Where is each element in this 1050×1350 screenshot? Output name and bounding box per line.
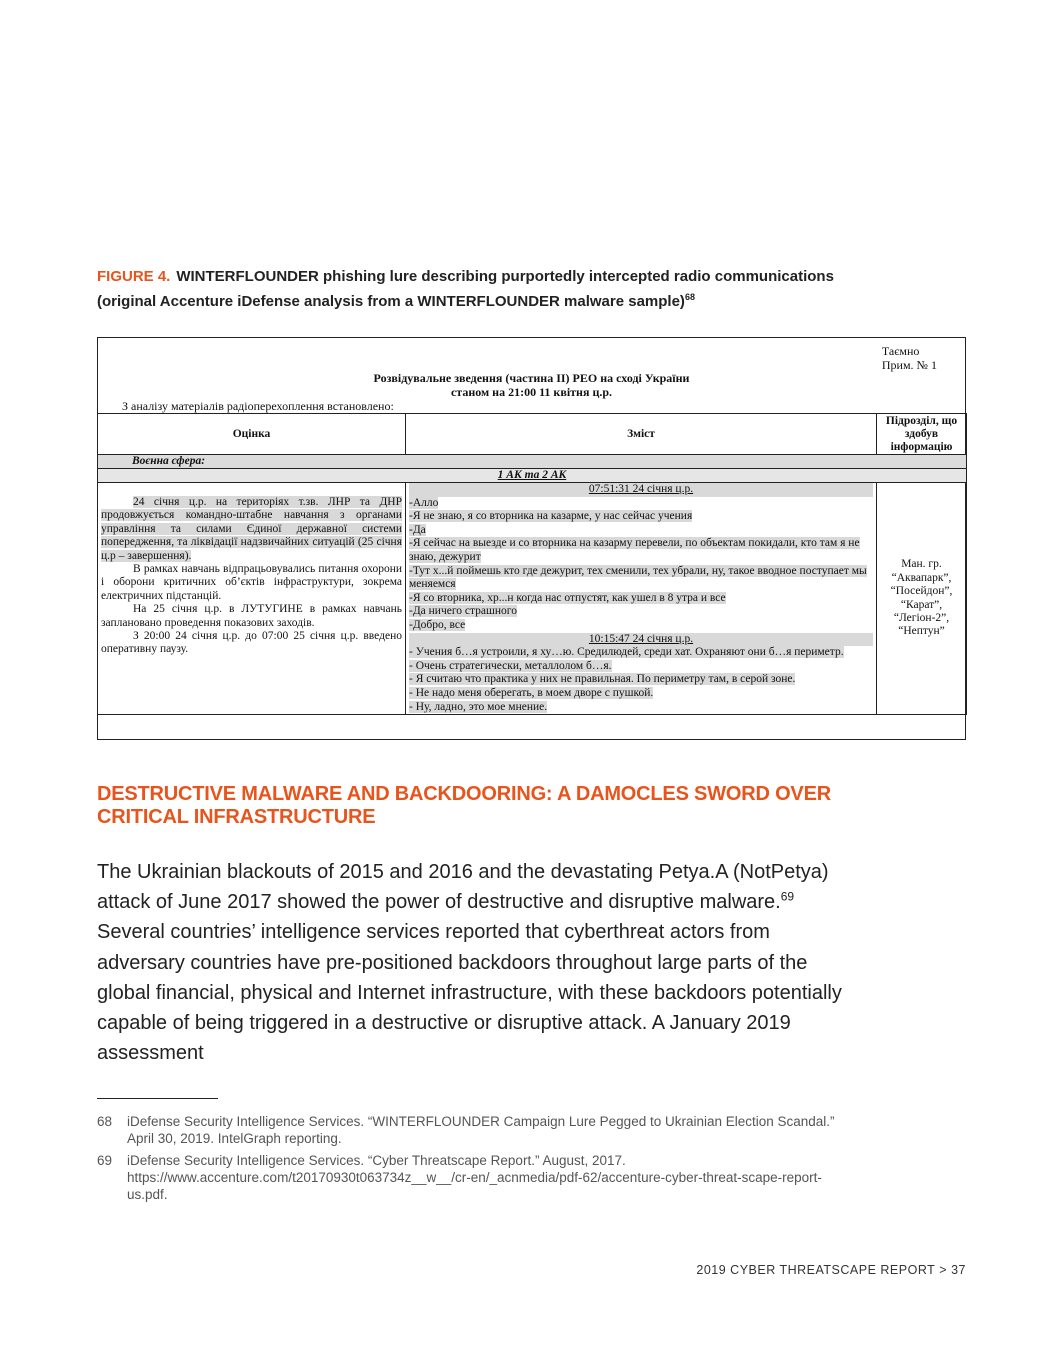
dialog-line: -Я не знаю, я со вторника на казарме, у нас сейчас учения: [409, 510, 693, 523]
classification-secret: Таємно: [881, 344, 920, 358]
assessment-paragraph: В рамках навчань відпрацьовувались питання охорони і оборони критичних об’єктів інфраструктури, зокрема електричних підстанцій.: [101, 563, 402, 602]
report-title: 2019 CYBER THREATSCAPE REPORT: [696, 1263, 936, 1277]
table-header-row: [98, 414, 967, 455]
lure-document-header: [98, 338, 965, 413]
footnote-divider: [97, 1098, 218, 1099]
col-content-header: Зміст: [406, 414, 877, 455]
table-body-row: [98, 483, 967, 715]
unit-cell: Ман. гр. “Аквапарк”, “Посейдон”, “Карат”, “Легіон-2”, “Нептун”: [877, 483, 967, 715]
footnotes: [97, 1113, 857, 1208]
footnote-number: 68: [97, 1114, 113, 1129]
intercept-timestamp: 07:51:31 24 січня ц.р.: [409, 483, 873, 497]
dialog-line: -Я со вторника, хр...н когда нас отпустят, как ушел в 8 утра и все: [409, 591, 726, 604]
content-cell: [406, 483, 877, 715]
assessment-paragraph: З 20:00 24 січня ц.р. до 07:00 25 січня ц.р. введено оперативну паузу.: [101, 630, 402, 656]
footnote-69: [97, 1152, 857, 1203]
dialog-line: - Ну, ладно, это мое мнение.: [409, 700, 548, 713]
figure-caption: [97, 267, 837, 312]
dialog-line: -Тут х...й поймешь кто где дежурит, тех сменили, тех убрали, ну, такое вводное поступает мы меняемся: [409, 564, 867, 591]
lure-title-line-2: станом на 21:00 11 квітня ц.р.: [450, 385, 613, 399]
dialog-line: -Да: [409, 523, 426, 536]
dialog-line: -Да ничего страшного: [409, 605, 517, 618]
classification-copy: Прим. № 1: [881, 358, 937, 372]
body-text-part-2: Several countries’ intelligence services reported that cyberthreat actors from adversary countries have pre-positioned backdoors throughout large parts of the global financial, physical and Internet infrastructure, with these backdoors potentially capable of being triggered in a destructive or disruptive attack. A January 2019 assessment: [97, 921, 842, 1065]
body-text-part-1: The Ukrainian blackouts of 2015 and 2016 and the devastating Petya.A (NotPetya) attack of June 2017 showed the power of destructive and disruptive malware.: [97, 861, 829, 914]
dialog-line: - Я считаю что практика у них не правильная. По периметру там, в серой зоне.: [409, 673, 796, 686]
footer-separator: >: [939, 1263, 948, 1277]
dialog-line: - Учения б…я устроили, я ху…ю. Средилюдей, среди хат. Охраняют они б…я периметр.: [409, 646, 844, 659]
dialog-line: - Очень стратегически, металлолом б…я.: [409, 659, 612, 672]
page-number: 37: [951, 1263, 966, 1277]
section-heading: DESTRUCTIVE MALWARE AND BACKDOORING: A DAMOCLES SWORD OVER CRITICAL INFRASTRUCTURE: [97, 783, 831, 828]
lure-document-image: [97, 337, 966, 740]
military-sphere-row: [98, 455, 967, 469]
assessment-paragraph: На 25 січня ц.р. в ЛУТУГИНЕ в рамках навчань заплановано проведення показових заходів.: [101, 603, 402, 629]
footnote-number: 69: [97, 1153, 113, 1168]
assessment-paragraph: 24 січня ц.р. на територіях т.зв. ЛНР та ДНР продовжується командно-штабне навчання з органами управління та силами Єдиної державної системи попередження, та ліквідації надзвичайних ситуацій (25 січня ц.р – завершення).: [101, 496, 402, 562]
col-assessment-header: Оцінка: [98, 414, 406, 455]
lure-intro: З аналізу матеріалів радіоперехоплення встановлено:: [122, 399, 394, 413]
assessment-cell: [98, 483, 406, 715]
lure-document-title: [98, 371, 965, 399]
page-footer: [692, 1263, 966, 1277]
figure-label: FIGURE 4.: [97, 268, 171, 285]
dialog-line: -Добро, все: [409, 618, 466, 631]
dialog-line: - Не надо меня оберегать, в моем дворе с пушкой.: [409, 686, 654, 699]
figure-footnote-ref[interactable]: 68: [684, 292, 695, 302]
dialog-line: -Алло: [409, 496, 439, 509]
footnote-68: [97, 1113, 857, 1147]
figure-caption-text: WINTERFLOUNDER phishing lure describing purportedly intercepted radio communications (original Accenture iDefense analysis from a WINTERFLOUNDER malware sample): [97, 268, 834, 310]
footnote-ref-69[interactable]: 69: [780, 889, 795, 904]
units-label: 1 АК та 2 АК: [98, 469, 967, 483]
col-unit-header: Підрозділ, що здобув інформацію: [877, 414, 967, 455]
footnote-text[interactable]: iDefense Security Intelligence Services. “Cyber Threatscape Report.” August, 2017. https://www.accenture.com/t20170930t063734z__w__/cr-en/_acnmedia/pdf-62/accenture-cyber-threat-scape-report-us.pdf.: [127, 1153, 822, 1202]
footnote-text: iDefense Security Intelligence Services. “WINTERFLOUNDER Campaign Lure Pegged to Ukrainian Election Scandal.” April 30, 2019. IntelGraph reporting.: [127, 1114, 835, 1146]
body-paragraph: [97, 857, 857, 1068]
dialog-line: -Я сейчас на выезде и со вторника на казарму перевели, по объектам покидали, кто там я не знаю, дежурит: [409, 537, 860, 563]
intercept-timestamp: 10:15:47 24 січня ц.р.: [409, 633, 873, 647]
military-sphere-label: Воєнна сфера:: [98, 455, 967, 469]
lure-title-line-1: Розвідувальне зведення (частина ІІ) РЕО на сході України: [373, 371, 690, 385]
units-row: [98, 469, 967, 483]
classification-marking: [882, 344, 937, 372]
lure-report-table: [97, 413, 967, 715]
